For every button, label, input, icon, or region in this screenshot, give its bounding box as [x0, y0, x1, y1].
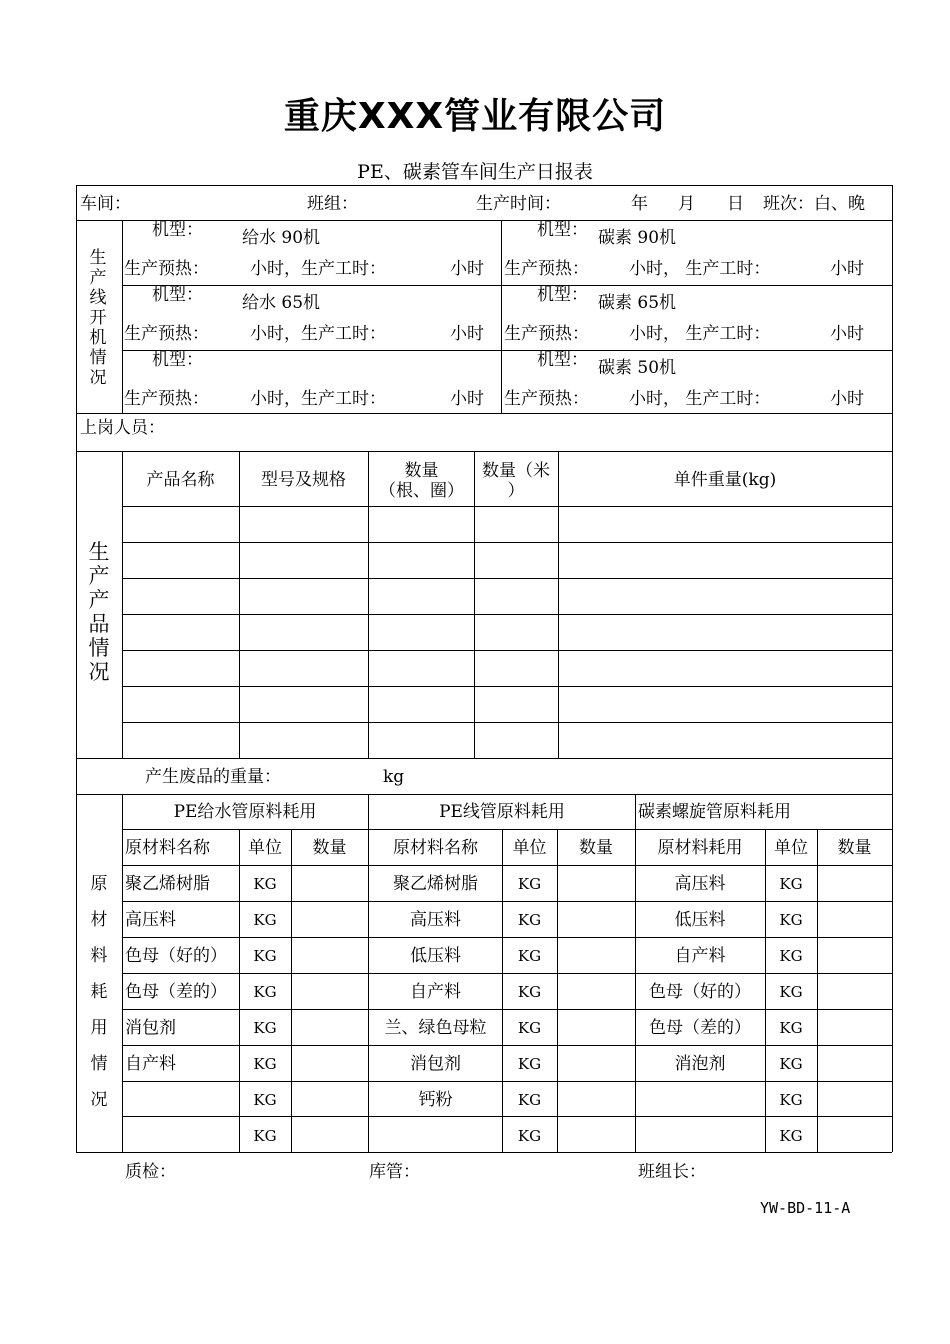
unit-cell: KG: [253, 1127, 277, 1145]
grid-line: [122, 1009, 892, 1010]
unit-cell: KG: [779, 1019, 803, 1037]
grid-line: [557, 829, 558, 1152]
grid-line: [122, 901, 892, 902]
work-hours-label: 小时，生产工时：: [250, 389, 386, 409]
unit-cell: KG: [517, 1091, 542, 1109]
qty-header-2: 数量: [579, 838, 613, 858]
grid-line: [76, 758, 892, 759]
unit-cell: KG: [253, 947, 277, 965]
product-cell[interactable]: [559, 687, 892, 722]
waste-weight-label: 产生废品的重量：: [145, 767, 281, 787]
grid-line: [122, 220, 123, 413]
unit-cell: KG: [779, 947, 803, 965]
pe-water-material-name: 高压料: [125, 910, 176, 930]
grid-line: [76, 794, 892, 795]
report-title: PE、碳素管车间生产日报表: [357, 161, 593, 183]
product-cell[interactable]: [475, 723, 558, 758]
machine-model-left-1[interactable]: 给水 90机: [242, 228, 321, 248]
qty-pieces-header-line1: 数量: [404, 461, 439, 481]
staff-field[interactable]: 上岗人员：: [80, 418, 165, 438]
product-cell[interactable]: [369, 507, 474, 542]
work-hours-label: 小时， 生产工时：: [629, 389, 771, 409]
hours-unit: 小时: [830, 324, 864, 344]
team-field[interactable]: 班组：: [307, 194, 358, 214]
carbon-material-name: 低压料: [674, 910, 726, 930]
unit-header-2: 单位: [512, 838, 547, 858]
product-cell[interactable]: [369, 543, 474, 578]
product-cell[interactable]: [123, 615, 239, 650]
machines-section-label: 生产线开机情况: [89, 248, 107, 388]
material-name-header-3: 原材料耗用: [657, 838, 743, 858]
pe-water-material-name: 自产料: [125, 1054, 176, 1074]
product-cell[interactable]: [559, 723, 892, 758]
waste-unit: kg: [383, 767, 405, 787]
pe-conduit-material-name: 聚乙烯树脂: [393, 874, 478, 894]
preheat-label: 生产预热：: [124, 324, 209, 344]
machine-model-label: 机型：: [537, 220, 588, 240]
grid-line: [76, 1152, 892, 1153]
product-cell[interactable]: [240, 543, 368, 578]
product-cell[interactable]: [475, 543, 558, 578]
product-cell[interactable]: [123, 543, 239, 578]
grid-line: [501, 220, 502, 413]
pe-water-title: PE给水管原料耗用: [173, 802, 317, 822]
product-cell[interactable]: [369, 615, 474, 650]
preheat-label: 生产预热：: [124, 259, 209, 279]
grid-line: [892, 185, 893, 1152]
machine-model-label: 机型：: [537, 350, 588, 370]
unit-cell: KG: [517, 1019, 542, 1037]
product-cell[interactable]: [369, 723, 474, 758]
machine-model-label: 机型：: [537, 285, 588, 305]
form-code: YW-BD-11-A: [760, 1199, 851, 1217]
preheat-label: 生产预热：: [504, 389, 589, 409]
work-hours-label: 小时， 生产工时：: [629, 259, 771, 279]
product-cell[interactable]: [240, 507, 368, 542]
grid-line: [817, 829, 818, 1152]
pe-water-material-name: 色母（好的）: [125, 946, 227, 966]
product-cell[interactable]: [369, 687, 474, 722]
spec-header: 型号及规格: [261, 470, 346, 490]
product-cell[interactable]: [475, 579, 558, 614]
pe-conduit-material-name: 高压料: [410, 910, 461, 930]
qty-meters-header-line2: ）: [507, 481, 525, 501]
storage-signature-field[interactable]: 库管：: [369, 1162, 420, 1182]
products-section-label: 生产产品情况: [88, 540, 110, 684]
unit-cell: KG: [779, 911, 803, 929]
unit-cell: KG: [253, 911, 277, 929]
year-label: 年: [631, 194, 648, 214]
work-hours-label: 小时，生产工时：: [250, 259, 386, 279]
machine-model-right-3[interactable]: 碳素 50机: [598, 358, 677, 378]
material-name-header-2: 原材料名称: [393, 838, 478, 858]
machine-model-label: 机型：: [152, 220, 203, 240]
unit-cell: KG: [253, 1091, 277, 1109]
unit-cell: KG: [253, 1055, 277, 1073]
product-cell[interactable]: [475, 687, 558, 722]
day-label: 日: [727, 194, 744, 214]
grid-line: [76, 451, 892, 452]
preheat-label: 生产预热：: [504, 259, 589, 279]
product-cell[interactable]: [559, 615, 892, 650]
month-label: 月: [678, 194, 695, 214]
machine-model-right-1[interactable]: 碳素 90机: [598, 228, 677, 248]
grid-line: [122, 973, 892, 974]
carbon-material-name: 消泡剂: [674, 1054, 726, 1074]
product-cell[interactable]: [369, 651, 474, 686]
product-cell[interactable]: [559, 651, 892, 686]
unit-weight-header: 单件重量(kg): [673, 470, 777, 490]
unit-cell: KG: [517, 1055, 542, 1073]
product-name-header: 产品名称: [146, 470, 215, 490]
grid-line: [122, 937, 892, 938]
hours-unit: 小时: [450, 389, 484, 409]
shift-field[interactable]: 班次：白、晚: [763, 194, 865, 214]
qty-header-1: 数量: [312, 838, 347, 858]
machine-model-label: 机型：: [152, 285, 203, 305]
unit-cell: KG: [253, 1019, 277, 1037]
carbon-material-name: 高压料: [674, 874, 726, 894]
product-cell[interactable]: [123, 507, 239, 542]
unit-cell: KG: [517, 911, 542, 929]
unit-cell: KG: [779, 983, 803, 1001]
hours-unit: 小时: [830, 389, 864, 409]
unit-header-3: 单位: [774, 838, 808, 858]
pe-conduit-material-name: 消包剂: [410, 1054, 461, 1074]
pe-water-material-name: 聚乙烯树脂: [125, 874, 210, 894]
company-title: 重庆XXX管业有限公司: [283, 96, 667, 137]
product-cell[interactable]: [123, 723, 239, 758]
product-cell[interactable]: [240, 687, 368, 722]
product-cell[interactable]: [559, 579, 892, 614]
product-cell[interactable]: [123, 687, 239, 722]
product-cell[interactable]: [240, 651, 368, 686]
product-cell[interactable]: [240, 615, 368, 650]
grid-line: [76, 413, 892, 414]
product-cell[interactable]: [240, 579, 368, 614]
unit-cell: KG: [517, 947, 542, 965]
grid-line: [122, 865, 892, 866]
work-hours-label: 小时，生产工时：: [250, 324, 386, 344]
qty-meters-header-line1: 数量（米: [482, 461, 550, 481]
qc-signature-field[interactable]: 质检：: [125, 1162, 176, 1182]
work-hours-label: 小时， 生产工时：: [629, 324, 771, 344]
production-time-field[interactable]: 生产时间：: [476, 194, 561, 214]
pe-conduit-title: PE线管原料耗用: [439, 802, 565, 822]
pe-conduit-material-name: 钙粉: [418, 1090, 453, 1110]
carbon-material-name: 自产料: [674, 946, 726, 966]
unit-cell: KG: [517, 1127, 542, 1145]
material-name-header-1: 原材料名称: [125, 838, 210, 858]
grid-line: [76, 185, 77, 1152]
grid-line: [122, 1045, 892, 1046]
unit-cell: KG: [779, 1091, 803, 1109]
grid-line: [291, 829, 292, 1152]
product-cell[interactable]: [475, 507, 558, 542]
preheat-label: 生产预热：: [124, 389, 209, 409]
product-cell[interactable]: [559, 507, 892, 542]
workshop-field[interactable]: 车间：: [80, 194, 131, 214]
carbon-material-name: 色母（好的）: [649, 982, 751, 1002]
unit-cell: KG: [517, 875, 542, 893]
machine-model-right-2[interactable]: 碳素 65机: [598, 293, 677, 313]
product-cell[interactable]: [475, 651, 558, 686]
qty-pieces-header-line2: （根、圈）: [379, 481, 464, 501]
hours-unit: 小时: [450, 324, 484, 344]
unit-cell: KG: [517, 983, 542, 1001]
unit-cell: KG: [253, 875, 277, 893]
hours-unit: 小时: [450, 259, 484, 279]
machine-model-left-2[interactable]: 给水 65机: [242, 293, 321, 313]
product-cell[interactable]: [123, 579, 239, 614]
materials-section-label: 原材料耗用情况: [90, 874, 108, 1110]
grid-line: [76, 185, 892, 186]
unit-cell: KG: [779, 1127, 803, 1145]
machine-model-label: 机型：: [152, 350, 203, 370]
unit-cell: KG: [779, 1055, 803, 1073]
unit-cell: KG: [779, 875, 803, 893]
pe-conduit-material-name: 低压料: [410, 946, 461, 966]
product-cell[interactable]: [123, 651, 239, 686]
pe-water-material-name: 消包剂: [125, 1018, 176, 1038]
grid-line: [122, 1081, 892, 1082]
hours-unit: 小时: [830, 259, 864, 279]
qty-header-3: 数量: [837, 838, 872, 858]
grid-line: [122, 829, 892, 830]
carbon-material-name: 色母（差的）: [649, 1018, 751, 1038]
product-cell[interactable]: [240, 723, 368, 758]
pe-water-material-name: 色母（差的）: [125, 982, 227, 1002]
product-cell[interactable]: [475, 615, 558, 650]
unit-header-1: 单位: [248, 838, 282, 858]
preheat-label: 生产预热：: [504, 324, 589, 344]
grid-line: [122, 285, 892, 286]
pe-conduit-material-name: 自产料: [410, 982, 461, 1002]
unit-cell: KG: [253, 983, 277, 1001]
leader-signature-field[interactable]: 班组长：: [638, 1162, 706, 1182]
product-cell[interactable]: [369, 579, 474, 614]
grid-line: [122, 350, 892, 351]
product-cell[interactable]: [559, 543, 892, 578]
pe-conduit-material-name: 兰、绿色母粒: [384, 1018, 487, 1038]
carbon-spiral-title: 碳素螺旋管原料耗用: [638, 802, 791, 822]
grid-line: [122, 1116, 892, 1117]
